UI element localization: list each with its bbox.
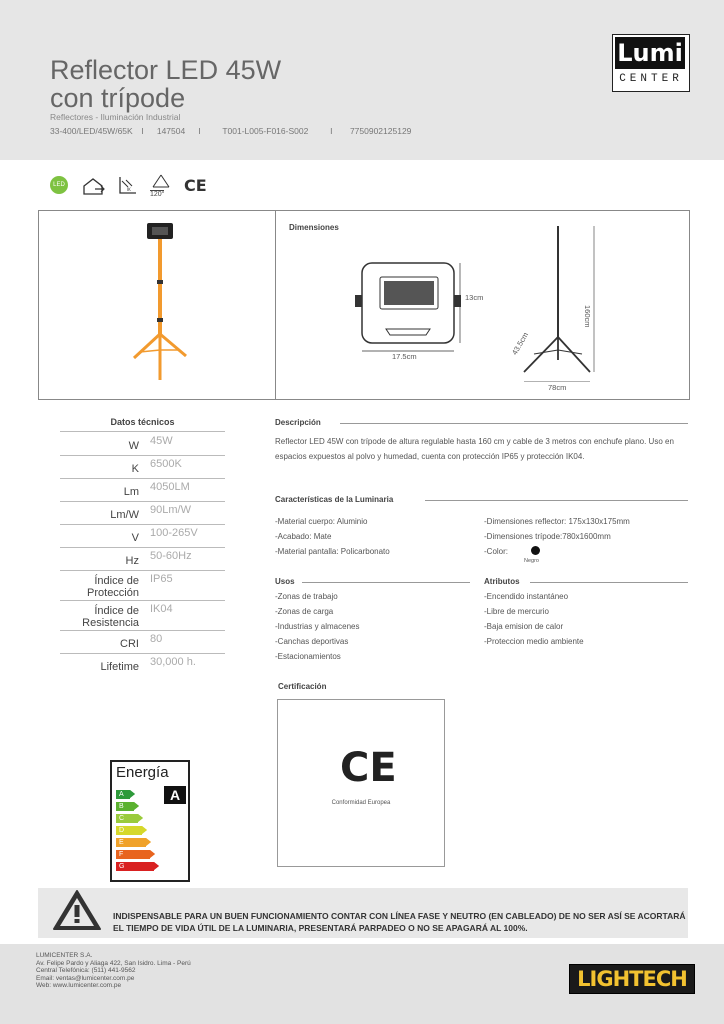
feature-item: -Material pantalla: Policarbonato — [275, 547, 390, 556]
energy-bar-d: D — [116, 826, 142, 835]
tech-row — [60, 600, 225, 631]
tech-row-value: 90Lm/W — [150, 504, 191, 516]
tech-row-value: 50-60Hz — [150, 550, 192, 562]
tech-row-key: Hz — [125, 554, 139, 567]
tech-row — [60, 570, 225, 601]
feature-item: -Material cuerpo: Aluminio — [275, 517, 368, 526]
atributos-rule — [530, 582, 688, 583]
energy-bar-arrow — [142, 826, 147, 834]
ce-mark-icon: CE — [184, 176, 207, 195]
energy-bar-g: G — [116, 862, 154, 871]
category-subtitle: Reflectores - Iluminación Industrial — [50, 112, 181, 122]
energy-bar-arrow — [138, 814, 143, 822]
tech-row — [60, 432, 225, 456]
tech-row-key: CRI — [120, 637, 139, 650]
beam-angle-icon — [150, 173, 172, 189]
reflector-width-label: 17.5cm — [392, 352, 417, 361]
tech-data-title: Datos técnicos — [110, 417, 175, 427]
features-left-list — [275, 514, 475, 559]
atributo-item: -Proteccion medio ambiente — [484, 637, 584, 646]
energy-bar-arrow — [134, 802, 139, 810]
page-title: Reflector LED 45W con trípode — [50, 55, 282, 113]
tech-row-value: 80 — [150, 633, 163, 645]
energy-bar-f: F — [116, 850, 150, 859]
energy-bar-b: B — [116, 802, 134, 811]
uso-item: -Zonas de trabajo — [275, 592, 338, 601]
dimensions-title: Dimensiones — [289, 223, 339, 232]
tech-row-value: 45W — [150, 435, 173, 447]
footer-web: Web: www.lumicenter.com.pe — [36, 982, 122, 989]
tech-row-key: Lm — [123, 485, 139, 498]
tech-row-value: 100-265V — [150, 527, 198, 539]
tech-row-key: V — [131, 531, 139, 544]
usos-rule — [302, 582, 470, 583]
tech-row — [60, 653, 225, 676]
tech-row-key: Lifetime — [100, 660, 139, 673]
tech-row-value: 6500K — [150, 458, 182, 470]
color-swatch-label: Negro — [524, 558, 539, 564]
color-swatch — [531, 546, 540, 555]
energy-bar-arrow — [146, 838, 151, 846]
tech-row — [60, 524, 225, 548]
warning-text: INDISPENSABLE PARA UN BUEN FUNCIONAMIENTO CONTAR CON LÍNEA FASE Y NEUTRO (EN CABLEADO) DE NO SER ASÍ SE ACORTARÁ EL TIEMPO DE VIDA ÚTIL DE LA LUMINARIA, PRESENTARÁ PARPADEO O NO SE APAGARÁ AL 100%. — [113, 911, 686, 933]
lightech-logo: LIGHTECH — [569, 964, 695, 994]
atributo-item: -Encendido instantáneo — [484, 592, 569, 601]
energy-label — [110, 760, 190, 882]
feature-item: -Dimensiones trípode:780x1600mm — [484, 532, 611, 541]
uso-item: -Canchas deportivas — [275, 637, 349, 646]
tech-row-key: K — [131, 462, 139, 475]
reflector-dimension-drawing — [350, 255, 470, 355]
tripod-height-label: 160cm — [583, 305, 592, 328]
lumicenter-logo — [612, 34, 690, 92]
footer-email: Email: ventas@lumicenter.com.pe — [36, 974, 135, 982]
footer-phone: Central Telefónica: (511) 441-9562 — [36, 967, 136, 974]
atributo-item: -Libre de mercurio — [484, 607, 549, 616]
uso-item: -Estacionamientos — [275, 652, 341, 661]
energy-bar-e: E — [116, 838, 146, 847]
feature-item: -Color: — [484, 547, 509, 556]
warning-triangle-icon — [52, 888, 102, 932]
description-rule — [340, 423, 688, 424]
certification-caption: Conformidad Europea — [331, 800, 391, 806]
energy-bar-a: A — [116, 790, 130, 799]
tripod-leg-label: 43.5cm — [510, 330, 531, 357]
tech-row-key: W — [128, 439, 139, 452]
tech-row-value: 30,000 h. — [150, 656, 196, 668]
logo-bottom-text: CENTER — [619, 73, 683, 85]
usos-title: Usos — [275, 577, 295, 586]
energy-class-badge: A — [164, 786, 186, 804]
description-text: Reflector LED 45W con trípode de altura regulable hasta 160 cm y cable de 3 metros con enchufe plano. Uso en espacios expuestos al polvo y humedad, cuenta con protección IP65 y protección IK04. — [275, 437, 674, 461]
beam-angle-label: 120° — [150, 191, 165, 198]
tripod-base-label: 78cm — [548, 383, 567, 392]
tech-row — [60, 501, 225, 525]
usos-list — [275, 589, 465, 664]
tech-row-value: IP65 — [150, 573, 173, 585]
led-icon: LED — [50, 176, 68, 194]
energy-bar-arrow — [130, 790, 135, 798]
certification-title: Certificación — [278, 682, 327, 691]
tech-row — [60, 455, 225, 479]
footer-company: LUMICENTER S.A. — [36, 952, 93, 959]
footer-contact — [36, 952, 191, 990]
tech-row — [60, 630, 225, 654]
tech-row-key: Índice de Protección — [87, 575, 139, 599]
tech-row-key: Lm/W — [110, 508, 139, 521]
energy-bar-c: C — [116, 814, 138, 823]
svg-text:IK: IK — [127, 187, 131, 192]
energy-title: Energía — [116, 764, 169, 781]
energy-bar-arrow — [154, 862, 159, 870]
features-title: Características de la Luminaria — [275, 495, 394, 504]
uso-item: -Industrias y almacenes — [275, 622, 360, 631]
tech-row — [60, 547, 225, 571]
ce-mark-large-icon: CE — [340, 745, 397, 791]
features-rule — [425, 500, 688, 501]
tech-row-value: IK04 — [150, 603, 173, 615]
atributo-item: -Baja emision de calor — [484, 622, 564, 631]
tech-row-value: 4050LM — [150, 481, 190, 493]
logo-top-text: Lumi — [615, 37, 685, 69]
energy-bar-arrow — [150, 850, 155, 858]
atributos-list — [484, 589, 688, 649]
feature-item: -Acabado: Mate — [275, 532, 332, 541]
reflector-height-label: 13cm — [465, 293, 484, 302]
features-right-list — [484, 514, 688, 559]
uso-item: -Zonas de carga — [275, 607, 334, 616]
indoor-house-icon — [82, 176, 106, 196]
feature-item: -Dimensiones reflector: 175x130x175mm — [484, 517, 630, 526]
tripod-dimension-drawing — [510, 222, 600, 382]
ik-impact-icon — [118, 175, 138, 195]
product-codes: 33-400/LED/45W/65K I 147504 I T001-L005-F016-S002 I 7750902125129 — [50, 126, 412, 136]
tech-row — [60, 478, 225, 502]
image-box-divider — [275, 210, 276, 399]
description-title: Descripción — [275, 418, 321, 427]
tech-row-key: Índice de Resistencia — [82, 605, 139, 629]
atributos-title: Atributos — [484, 577, 520, 586]
product-photo-tripod — [120, 220, 200, 390]
footer-address: Av. Felipe Pardo y Aliaga 422, San Isidro. Lima - Perú — [36, 959, 191, 967]
